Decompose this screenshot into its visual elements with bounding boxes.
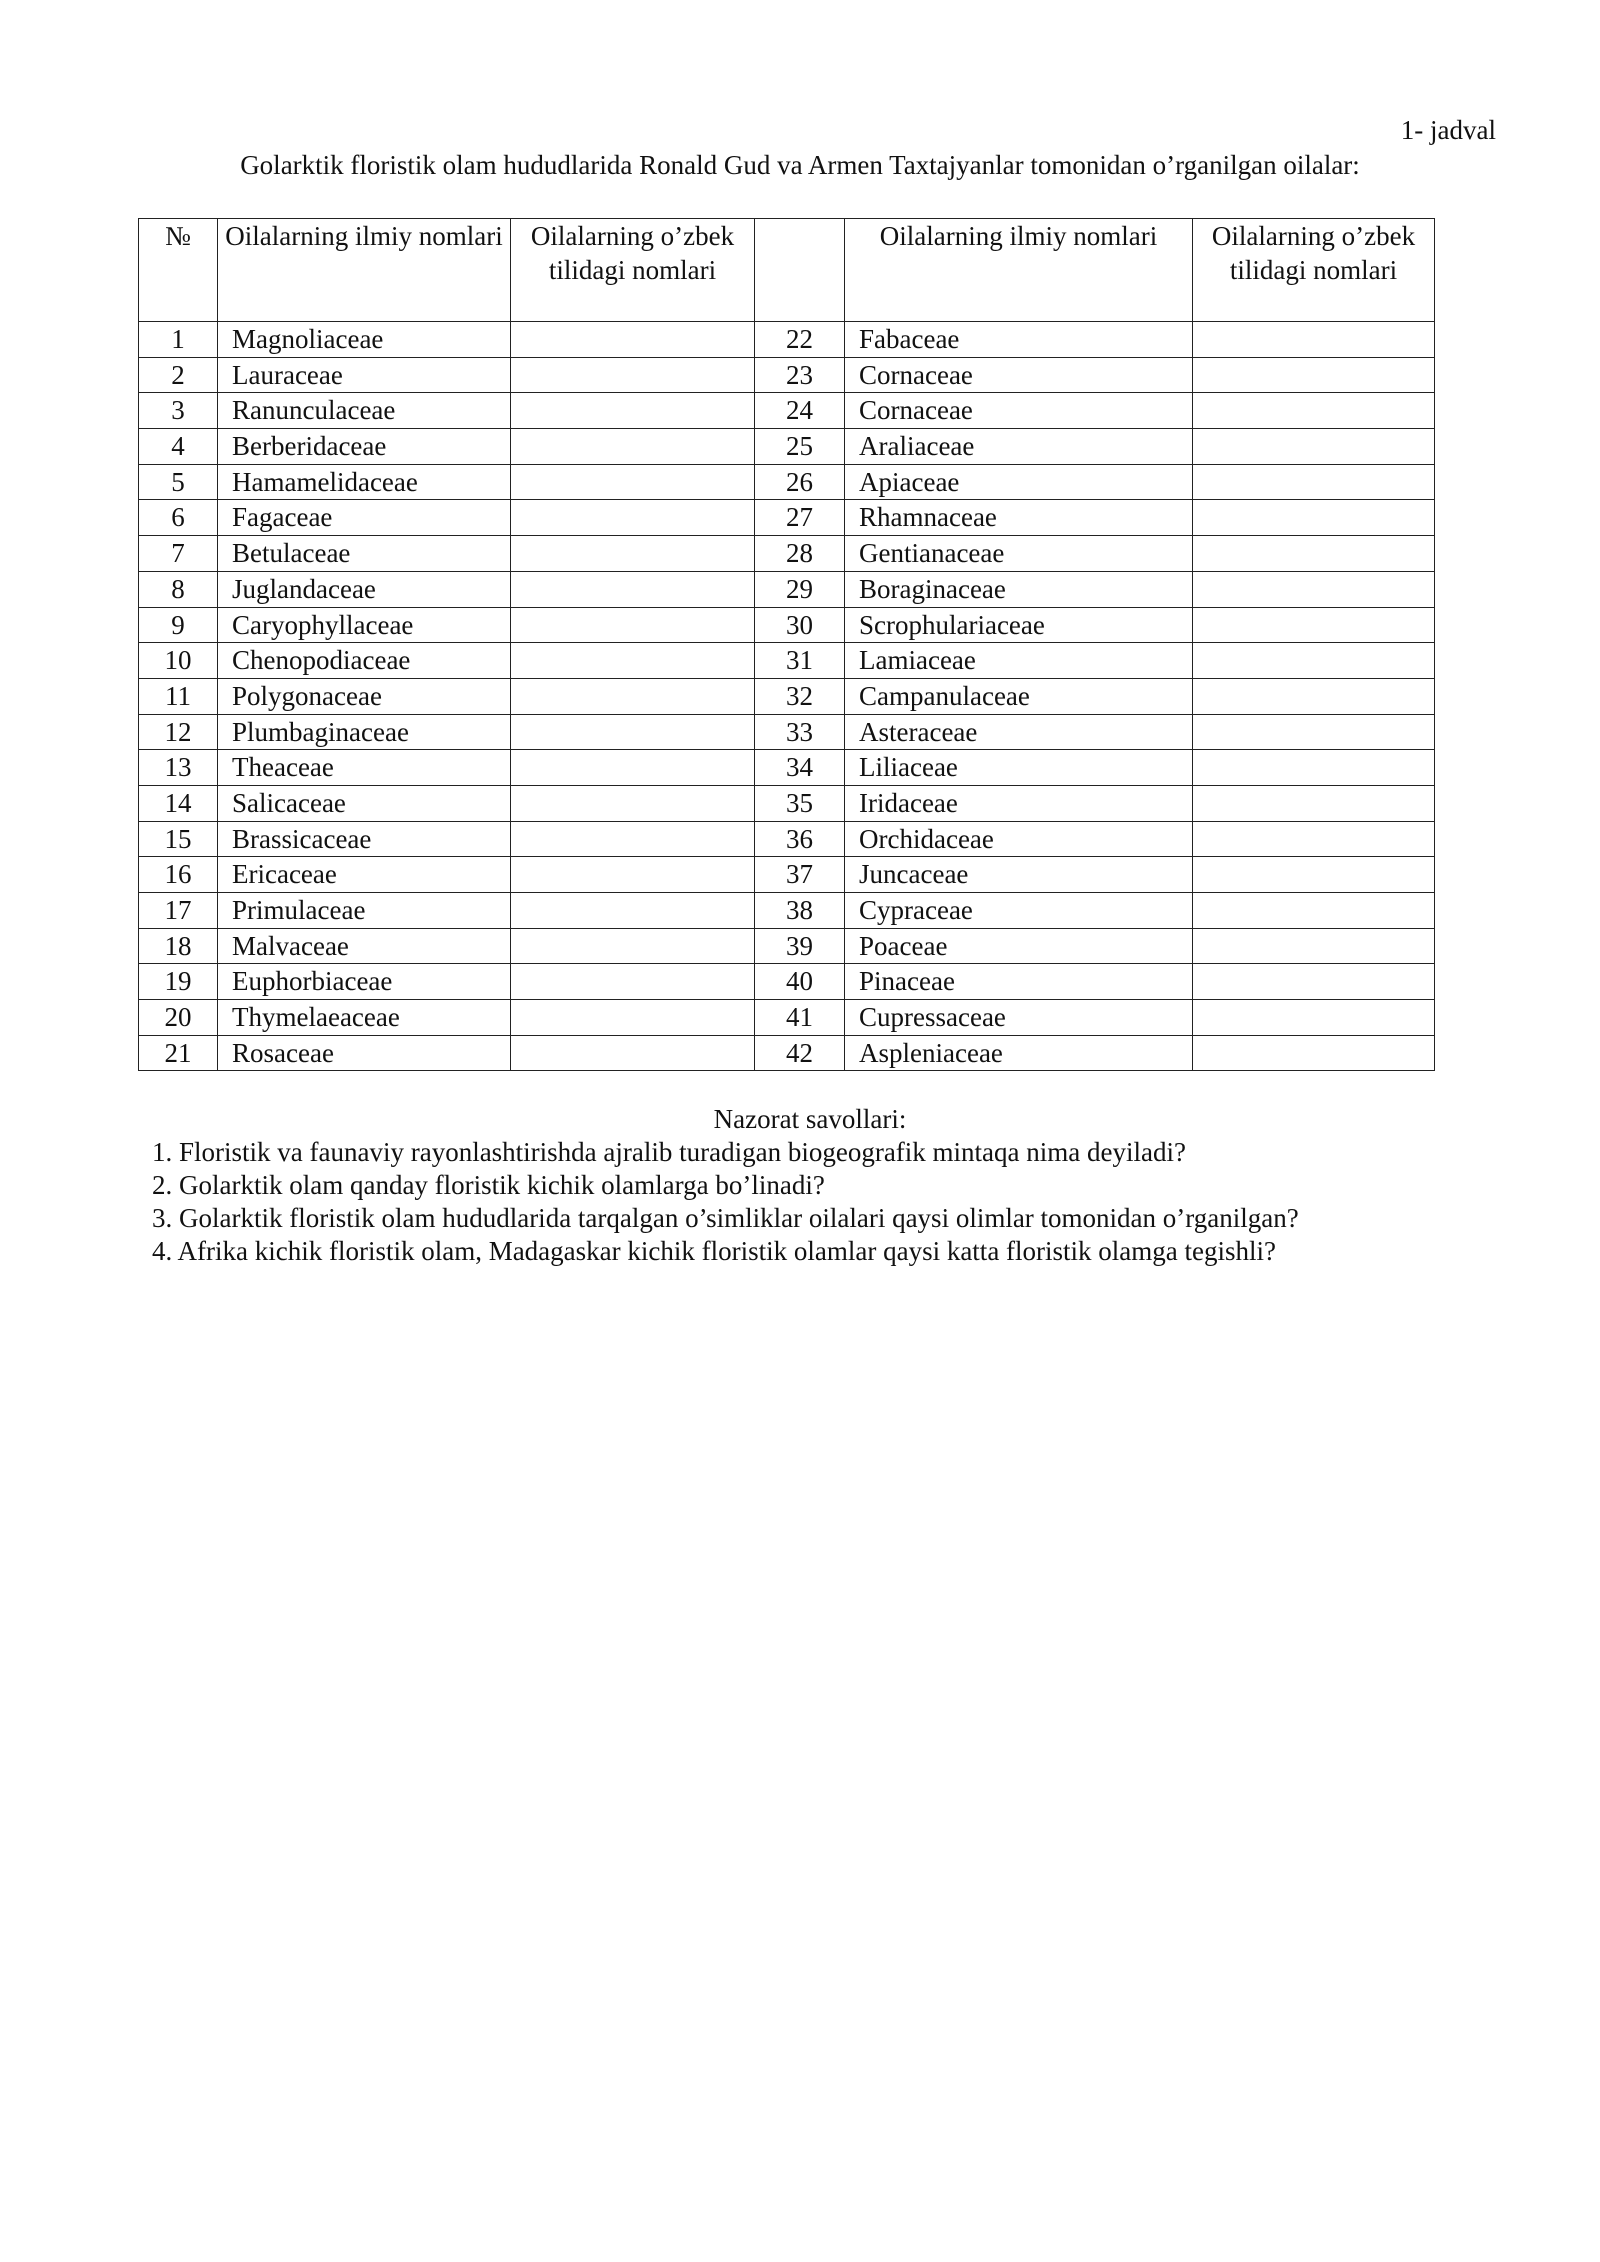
row-number: 9 xyxy=(139,607,218,643)
row-number: 39 xyxy=(755,928,845,964)
row-number: 3 xyxy=(139,393,218,429)
family-uzbek-name xyxy=(1193,571,1435,607)
table-row xyxy=(139,1000,1435,1036)
header-uzbek-names: Oilalarning o’zbek tilidagi nomlari xyxy=(511,219,755,322)
family-uzbek-name xyxy=(511,857,755,893)
family-scientific-name: Euphorbiaceae xyxy=(218,964,511,1000)
family-scientific-name: Juglandaceae xyxy=(218,571,511,607)
family-scientific-name: Poaceae xyxy=(845,928,1193,964)
row-number: 19 xyxy=(139,964,218,1000)
row-number: 30 xyxy=(755,607,845,643)
family-scientific-name: Betulaceae xyxy=(218,536,511,572)
header-number: № xyxy=(139,219,218,322)
family-scientific-name: Thymelaeaceae xyxy=(218,1000,511,1036)
question-item: 2. Golarktik olam qanday floristik kichik olamlarga bo’linadi? xyxy=(152,1170,825,1200)
family-uzbek-name xyxy=(511,893,755,929)
table-row xyxy=(139,1035,1435,1071)
family-uzbek-name xyxy=(511,357,755,393)
family-uzbek-name xyxy=(511,785,755,821)
family-uzbek-name xyxy=(511,429,755,465)
family-uzbek-name xyxy=(1193,1035,1435,1071)
family-scientific-name: Rhamnaceae xyxy=(845,500,1193,536)
family-uzbek-name xyxy=(1193,464,1435,500)
row-number: 20 xyxy=(139,1000,218,1036)
row-number: 28 xyxy=(755,536,845,572)
family-uzbek-name xyxy=(1193,964,1435,1000)
family-uzbek-name xyxy=(1193,714,1435,750)
row-number: 16 xyxy=(139,857,218,893)
row-number: 29 xyxy=(755,571,845,607)
family-uzbek-name xyxy=(1193,1000,1435,1036)
family-scientific-name: Chenopodiaceae xyxy=(218,643,511,679)
family-scientific-name: Apiaceae xyxy=(845,464,1193,500)
question-item: 4. Afrika kichik floristik olam, Madagaskar kichik floristik olamlar qaysi katta floristik olamga tegishli? xyxy=(152,1236,1276,1266)
family-scientific-name: Fabaceae xyxy=(845,322,1193,358)
row-number: 5 xyxy=(139,464,218,500)
questions-list xyxy=(0,1136,1600,1268)
table-row xyxy=(139,821,1435,857)
family-uzbek-name xyxy=(1193,357,1435,393)
families-table xyxy=(138,218,1435,1071)
row-number: 15 xyxy=(139,821,218,857)
family-scientific-name: Cupressaceae xyxy=(845,1000,1193,1036)
table-row xyxy=(139,607,1435,643)
family-scientific-name: Hamamelidaceae xyxy=(218,464,511,500)
table-row xyxy=(139,393,1435,429)
family-scientific-name: Pinaceae xyxy=(845,964,1193,1000)
row-number: 1 xyxy=(139,322,218,358)
row-number: 34 xyxy=(755,750,845,786)
family-uzbek-name xyxy=(511,821,755,857)
family-uzbek-name xyxy=(1193,536,1435,572)
family-uzbek-name xyxy=(1193,893,1435,929)
family-scientific-name: Gentianaceae xyxy=(845,536,1193,572)
family-scientific-name: Scrophulariaceae xyxy=(845,607,1193,643)
family-scientific-name: Cornaceae xyxy=(845,357,1193,393)
family-scientific-name: Polygonaceae xyxy=(218,678,511,714)
family-uzbek-name xyxy=(511,714,755,750)
row-number: 18 xyxy=(139,928,218,964)
family-scientific-name: Campanulaceae xyxy=(845,678,1193,714)
family-uzbek-name xyxy=(511,536,755,572)
table-row xyxy=(139,571,1435,607)
family-scientific-name: Iridaceae xyxy=(845,785,1193,821)
row-number: 2 xyxy=(139,357,218,393)
table-row xyxy=(139,928,1435,964)
family-uzbek-name xyxy=(511,500,755,536)
family-scientific-name: Cornaceae xyxy=(845,393,1193,429)
table-row xyxy=(139,857,1435,893)
family-uzbek-name xyxy=(511,643,755,679)
table-row xyxy=(139,893,1435,929)
table-row xyxy=(139,536,1435,572)
family-uzbek-name xyxy=(1193,678,1435,714)
table-row xyxy=(139,678,1435,714)
row-number: 11 xyxy=(139,678,218,714)
row-number: 38 xyxy=(755,893,845,929)
row-number: 12 xyxy=(139,714,218,750)
row-number: 41 xyxy=(755,1000,845,1036)
table-row xyxy=(139,500,1435,536)
row-number: 37 xyxy=(755,857,845,893)
family-uzbek-name xyxy=(1193,785,1435,821)
row-number: 13 xyxy=(139,750,218,786)
family-uzbek-name xyxy=(511,1000,755,1036)
family-uzbek-name xyxy=(511,607,755,643)
family-scientific-name: Araliaceae xyxy=(845,429,1193,465)
row-number: 26 xyxy=(755,464,845,500)
family-uzbek-name xyxy=(1193,928,1435,964)
row-number: 21 xyxy=(139,1035,218,1071)
family-scientific-name: Magnoliaceae xyxy=(218,322,511,358)
question-item: 3. Golarktik floristik olam hududlarida tarqalgan o’simliklar oilalari qaysi olimlar tomonidan o’rganilgan? xyxy=(152,1203,1299,1233)
row-number: 40 xyxy=(755,964,845,1000)
family-scientific-name: Malvaceae xyxy=(218,928,511,964)
table-row xyxy=(139,785,1435,821)
questions-title: Nazorat savollari: xyxy=(713,1104,907,1134)
row-number: 25 xyxy=(755,429,845,465)
family-scientific-name: Primulaceae xyxy=(218,893,511,929)
row-number: 22 xyxy=(755,322,845,358)
family-scientific-name: Lamiaceae xyxy=(845,643,1193,679)
family-scientific-name: Liliaceae xyxy=(845,750,1193,786)
question-item: 1. Floristik va faunaviy rayonlashtirishda ajralib turadigan biogeografik mintaqa nima deyiladi? xyxy=(152,1137,1186,1167)
family-scientific-name: Fagaceae xyxy=(218,500,511,536)
header-uzbek-names-2: Oilalarning o’zbek tilidagi nomlari xyxy=(1193,219,1435,322)
table-caption: Golarktik floristik olam hududlarida Ronald Gud va Armen Taxtajyanlar tomonidan o’rganilgan oilalar: xyxy=(240,150,1360,180)
family-uzbek-name xyxy=(1193,643,1435,679)
table-header-row xyxy=(139,219,1435,322)
header-scientific-names: Oilalarning ilmiy nomlari xyxy=(218,219,511,322)
family-scientific-name: Plumbaginaceae xyxy=(218,714,511,750)
row-number: 4 xyxy=(139,429,218,465)
row-number: 7 xyxy=(139,536,218,572)
row-number: 36 xyxy=(755,821,845,857)
family-uzbek-name xyxy=(511,750,755,786)
family-uzbek-name xyxy=(511,464,755,500)
family-uzbek-name xyxy=(511,322,755,358)
family-scientific-name: Orchidaceae xyxy=(845,821,1193,857)
row-number: 42 xyxy=(755,1035,845,1071)
family-uzbek-name xyxy=(511,964,755,1000)
family-scientific-name: Brassicaceae xyxy=(218,821,511,857)
row-number: 10 xyxy=(139,643,218,679)
table-row xyxy=(139,322,1435,358)
family-uzbek-name xyxy=(511,571,755,607)
table-row xyxy=(139,464,1435,500)
family-uzbek-name xyxy=(511,393,755,429)
row-number: 14 xyxy=(139,785,218,821)
family-scientific-name: Juncaceae xyxy=(845,857,1193,893)
table-row xyxy=(139,643,1435,679)
family-uzbek-name xyxy=(1193,607,1435,643)
family-scientific-name: Asteraceae xyxy=(845,714,1193,750)
family-scientific-name: Salicaceae xyxy=(218,785,511,821)
row-number: 17 xyxy=(139,893,218,929)
family-uzbek-name xyxy=(1193,500,1435,536)
family-scientific-name: Boraginaceae xyxy=(845,571,1193,607)
family-scientific-name: Lauraceae xyxy=(218,357,511,393)
family-uzbek-name xyxy=(1193,821,1435,857)
table-row xyxy=(139,964,1435,1000)
family-uzbek-name xyxy=(511,928,755,964)
row-number: 33 xyxy=(755,714,845,750)
table-row xyxy=(139,429,1435,465)
family-scientific-name: Ranunculaceae xyxy=(218,393,511,429)
family-scientific-name: Rosaceae xyxy=(218,1035,511,1071)
family-uzbek-name xyxy=(511,678,755,714)
row-number: 6 xyxy=(139,500,218,536)
family-uzbek-name xyxy=(1193,857,1435,893)
row-number: 35 xyxy=(755,785,845,821)
header-scientific-names-2: Oilalarning ilmiy nomlari xyxy=(845,219,1193,322)
family-uzbek-name xyxy=(1193,429,1435,465)
row-number: 32 xyxy=(755,678,845,714)
table-row xyxy=(139,750,1435,786)
family-scientific-name: Ericaceae xyxy=(218,857,511,893)
family-uzbek-name xyxy=(511,1035,755,1071)
family-scientific-name: Caryophyllaceae xyxy=(218,607,511,643)
header-number-2 xyxy=(755,219,845,322)
row-number: 8 xyxy=(139,571,218,607)
family-scientific-name: Berberidaceae xyxy=(218,429,511,465)
table-reference-label: 1- jadval xyxy=(1400,115,1496,145)
table-body xyxy=(139,322,1435,1071)
table-row xyxy=(139,357,1435,393)
family-scientific-name: Aspleniaceae xyxy=(845,1035,1193,1071)
row-number: 27 xyxy=(755,500,845,536)
row-number: 31 xyxy=(755,643,845,679)
family-uzbek-name xyxy=(1193,750,1435,786)
family-uzbek-name xyxy=(1193,322,1435,358)
family-uzbek-name xyxy=(1193,393,1435,429)
family-scientific-name: Cypraceae xyxy=(845,893,1193,929)
table-row xyxy=(139,714,1435,750)
family-scientific-name: Theaceae xyxy=(218,750,511,786)
row-number: 24 xyxy=(755,393,845,429)
row-number: 23 xyxy=(755,357,845,393)
control-questions-section xyxy=(0,1102,1600,1268)
